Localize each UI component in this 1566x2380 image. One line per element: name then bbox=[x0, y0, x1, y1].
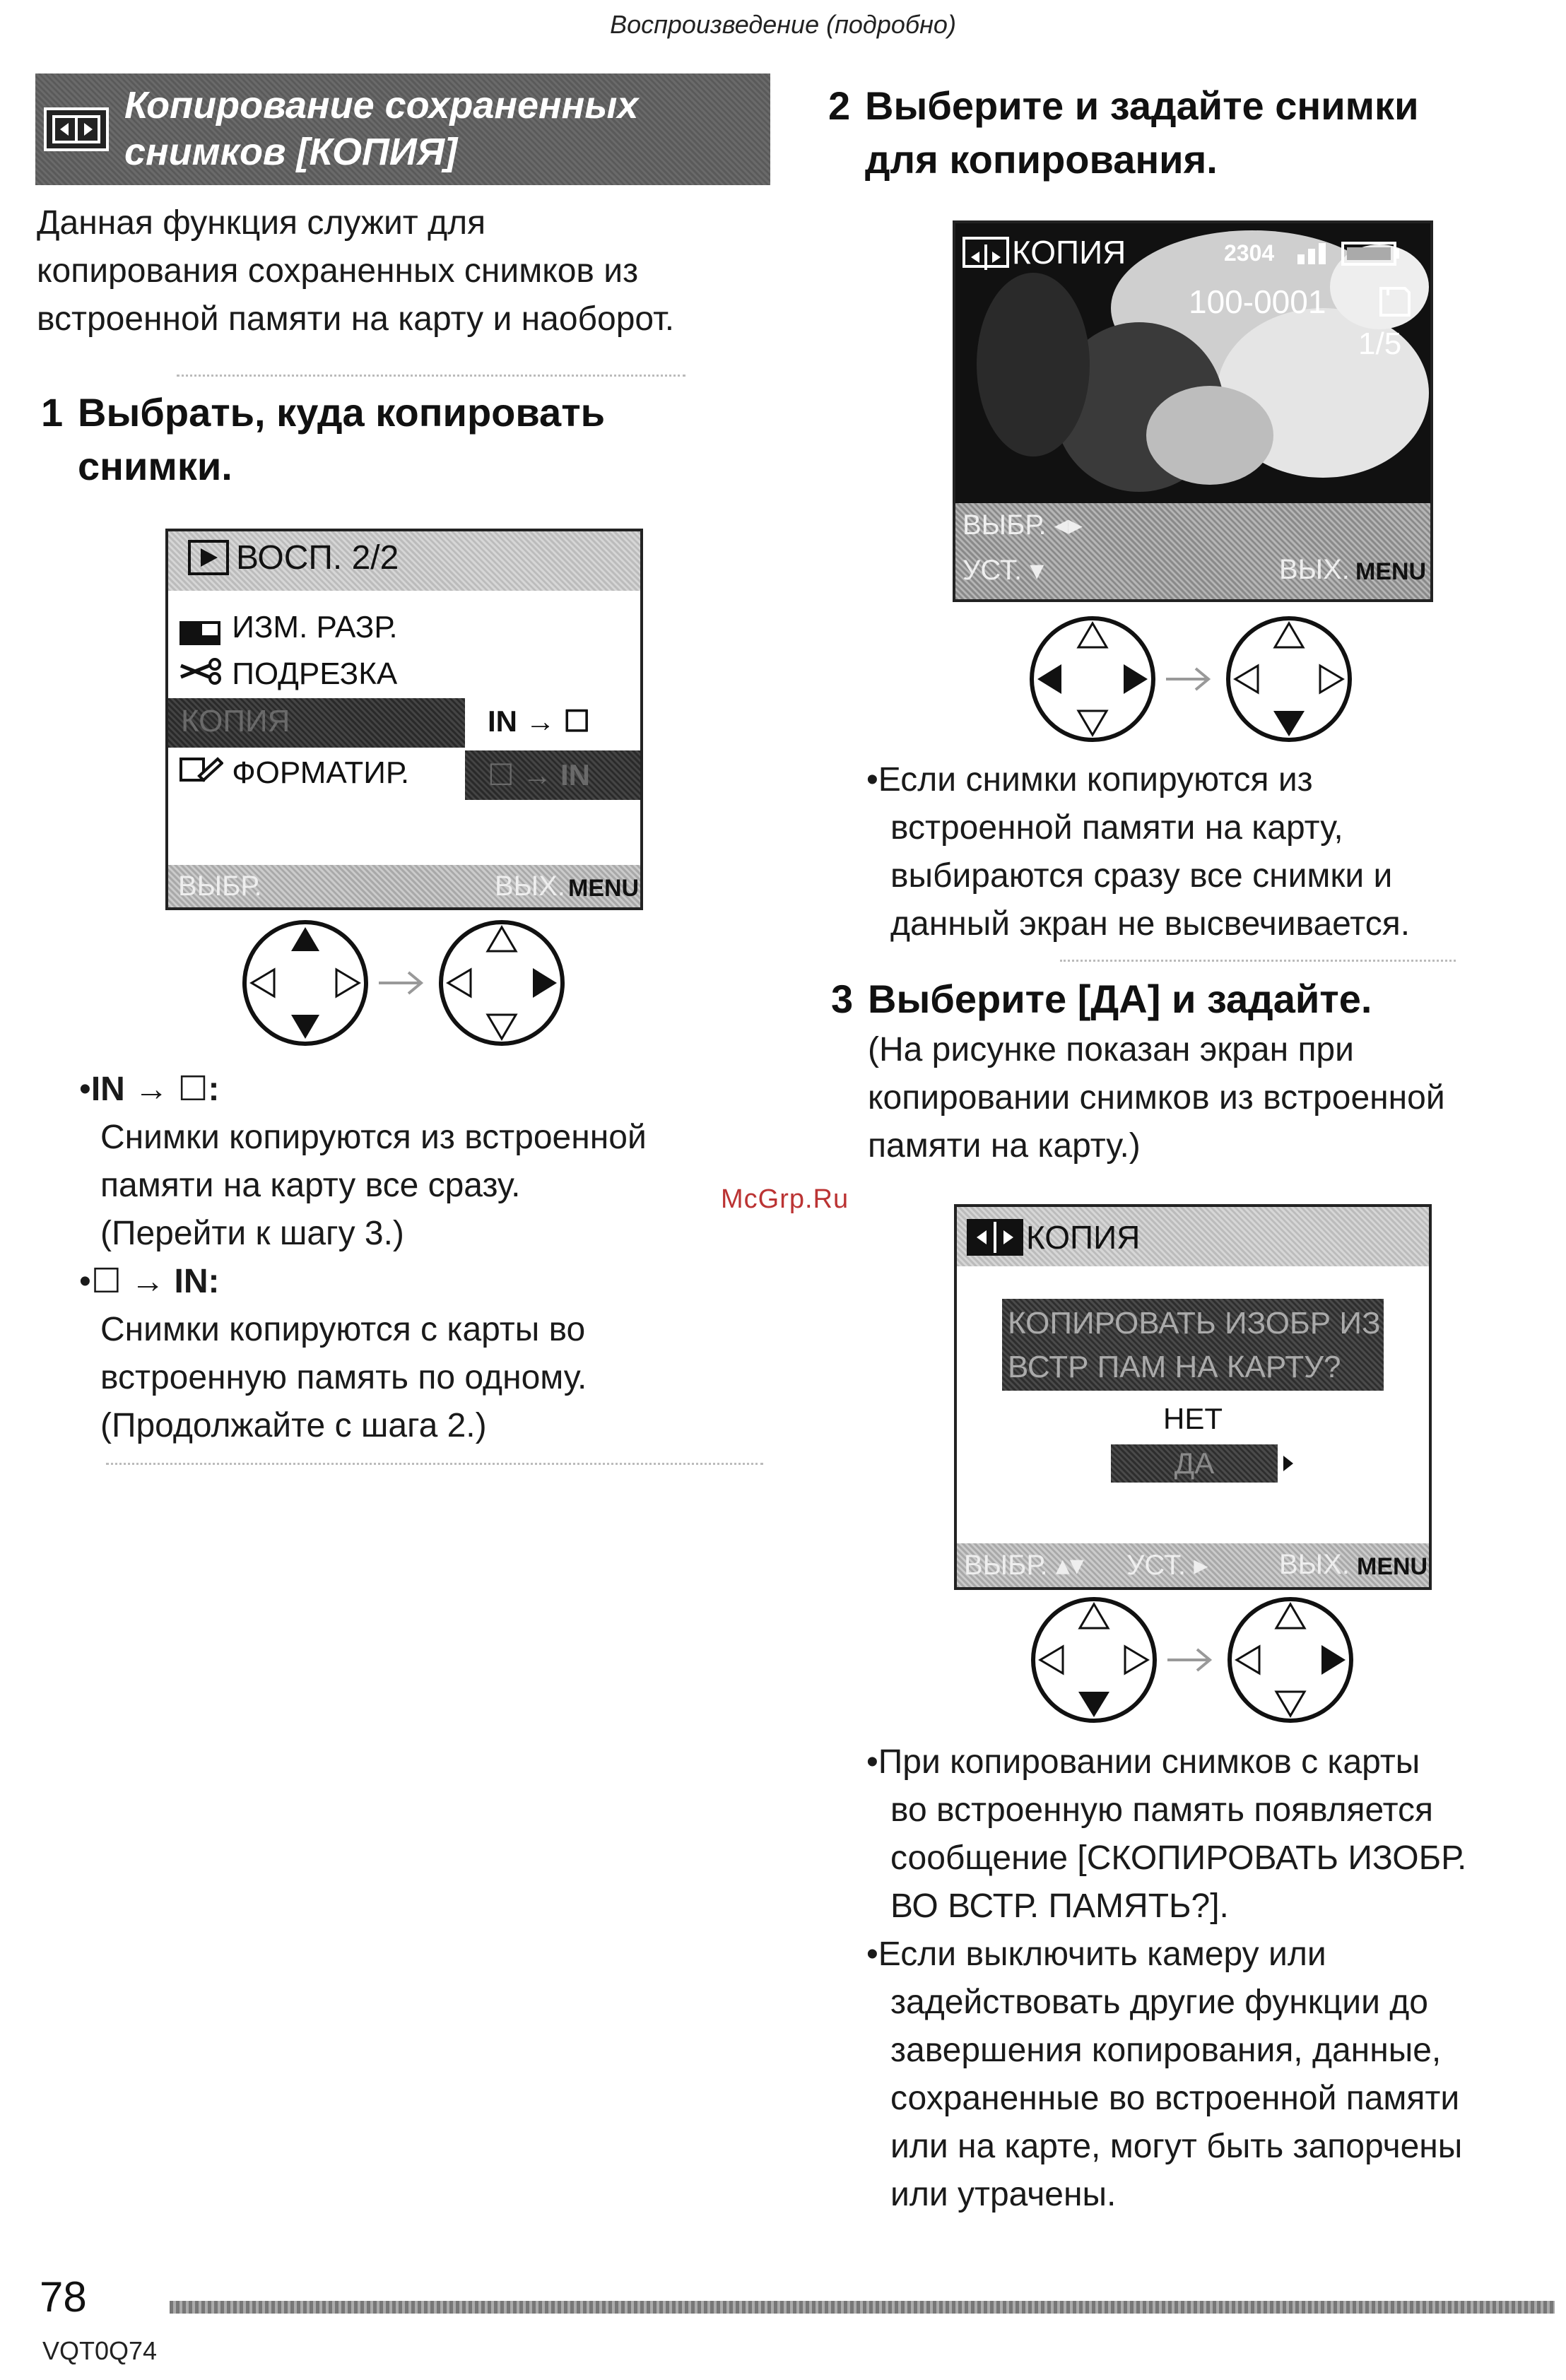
dpad-right-icon bbox=[1230, 1599, 1351, 1721]
quality-icon bbox=[1295, 242, 1329, 269]
dpad-down-icon bbox=[1228, 618, 1350, 740]
dpad-left-right-icon bbox=[1032, 618, 1153, 740]
step3-caption: (На рисунке показан экран при копировании снимков из встроенной памяти на карту.) bbox=[868, 1031, 1445, 1165]
image-counter: 1/5 bbox=[1358, 326, 1402, 361]
menu-label: MENU bbox=[1355, 558, 1427, 585]
step2-note: •Если снимки копируются из встроенной памяти на карту, выбираются сразу все снимки и данный экран не высвечивается. bbox=[866, 761, 1411, 943]
model-code: VQT0Q74 bbox=[42, 2336, 158, 2365]
copy-icon bbox=[44, 107, 109, 151]
watermark: McGrp.Ru bbox=[721, 1184, 849, 1214]
copy-icon bbox=[962, 237, 1009, 268]
step1-notes bbox=[76, 1066, 790, 1450]
step1-control-pads bbox=[240, 916, 579, 1050]
format-icon bbox=[178, 752, 223, 797]
divider bbox=[1060, 960, 1456, 962]
menu-item-trim[interactable]: ПОДРЕЗКА bbox=[178, 652, 397, 697]
step2-control-pads bbox=[1028, 612, 1367, 746]
file-number: 100-0001 bbox=[1189, 283, 1326, 320]
submenu-option-card-to-internal[interactable]: ☐ → IN bbox=[465, 750, 642, 800]
note-power-off-warning: •Если выключить камеру или задействовать другие функции до завершения копирования, данные, сохраненные во встроенной памяти или на карте, могут быть запорчены или утрачены. bbox=[866, 1936, 1463, 2213]
page-number: 78 bbox=[40, 2273, 87, 2321]
submenu-option-internal-to-card[interactable]: IN → ☐ bbox=[465, 698, 643, 748]
step3-confirm-screen bbox=[954, 1204, 1432, 1590]
step3-heading: 3 Выберите [ДА] и задайте. bbox=[831, 977, 1372, 1021]
divider bbox=[106, 1463, 763, 1465]
dpad-down-icon bbox=[1033, 1599, 1155, 1721]
copy-icon bbox=[967, 1219, 1023, 1256]
section-title-banner bbox=[35, 73, 770, 185]
set-hint: УСТ. ▸ bbox=[1126, 1550, 1208, 1581]
intro-paragraph: Данная функция служит для копирования сохраненных снимков из встроенной памяти на карту и наоборот. bbox=[37, 204, 675, 338]
step3-control-pads bbox=[1029, 1593, 1368, 1727]
step1-heading: 1 Выбрать, куда копировать снимки. bbox=[41, 390, 606, 488]
note-internal-to-card: •IN → ☐: Снимки копируются из встроенной памяти на карту все сразу. (Перейти к шагу 3.) bbox=[79, 1071, 647, 1252]
menu-item-resize[interactable]: ИЗМ. РАЗР. bbox=[178, 605, 398, 650]
exit-hint: ВЫХ. bbox=[1279, 554, 1350, 585]
arrow-right-icon bbox=[1167, 1649, 1210, 1671]
set-hint: УСТ. ▾ bbox=[962, 555, 1044, 586]
scissors-icon bbox=[178, 653, 223, 698]
confirm-question: КОПИРОВАТЬ ИЗОБР ИЗ ВСТР ПАМ НА КАРТУ? bbox=[1002, 1299, 1384, 1391]
image-size: 2304 bbox=[1224, 240, 1275, 266]
play-icon bbox=[188, 540, 229, 575]
menu-item-copy-highlight[interactable]: КОПИЯ bbox=[168, 698, 465, 748]
arrow-right-icon bbox=[1281, 1453, 1296, 1474]
screen-title: КОПИЯ bbox=[1026, 1219, 1141, 1256]
note-card-to-internal: •☐ → IN: Снимки копируются с карты во встроенную память по одному. (Продолжайте с шага 2.) bbox=[79, 1263, 587, 1444]
select-hint: ВЫБР. bbox=[178, 871, 262, 902]
select-hint: ВЫБР. ◂▸ bbox=[962, 509, 1083, 541]
arrow-right-icon bbox=[379, 972, 421, 994]
select-hint: ВЫБР. ▴▾ bbox=[964, 1550, 1084, 1581]
section-title: Копирование сохраненных снимков [КОПИЯ] bbox=[124, 84, 639, 173]
dpad-up-down-icon bbox=[245, 922, 366, 1044]
mode-label: КОПИЯ bbox=[1012, 234, 1126, 271]
footer-rule bbox=[170, 2301, 1555, 2314]
step2-heading: 2 Выберите и задайте снимки для копирования. bbox=[828, 83, 1419, 182]
card-icon bbox=[1377, 285, 1412, 322]
exit-hint: ВЫХ. bbox=[1279, 1549, 1350, 1580]
menu-item-format[interactable]: ФОРМАТИР. bbox=[178, 750, 409, 796]
menu-label: MENU bbox=[568, 875, 640, 902]
step1-menu-screen bbox=[165, 529, 643, 910]
resize-icon bbox=[178, 615, 223, 642]
step3-notes bbox=[866, 1738, 1559, 2219]
option-no[interactable]: НЕТ bbox=[1163, 1402, 1223, 1435]
arrow-right-icon bbox=[1166, 668, 1208, 690]
dpad-right-icon bbox=[441, 922, 563, 1044]
option-yes[interactable]: ДА bbox=[1111, 1444, 1278, 1483]
running-header: Воспроизведение (подробно) bbox=[610, 10, 956, 39]
divider bbox=[177, 375, 685, 377]
menu-title: ВОСП. 2/2 bbox=[236, 539, 399, 577]
battery-icon bbox=[1341, 242, 1401, 269]
note-card-to-internal-message: •При копировании снимков с карты во встроенную память появляется сообщение [СКОПИРОВАТЬ ИЗОБР. ВО ВСТР. ПАМЯТЬ?]. bbox=[866, 1743, 1467, 1925]
menu-label: MENU bbox=[1357, 1553, 1428, 1580]
step2-playback-screen bbox=[953, 220, 1433, 602]
exit-hint: ВЫХ. bbox=[495, 871, 565, 902]
